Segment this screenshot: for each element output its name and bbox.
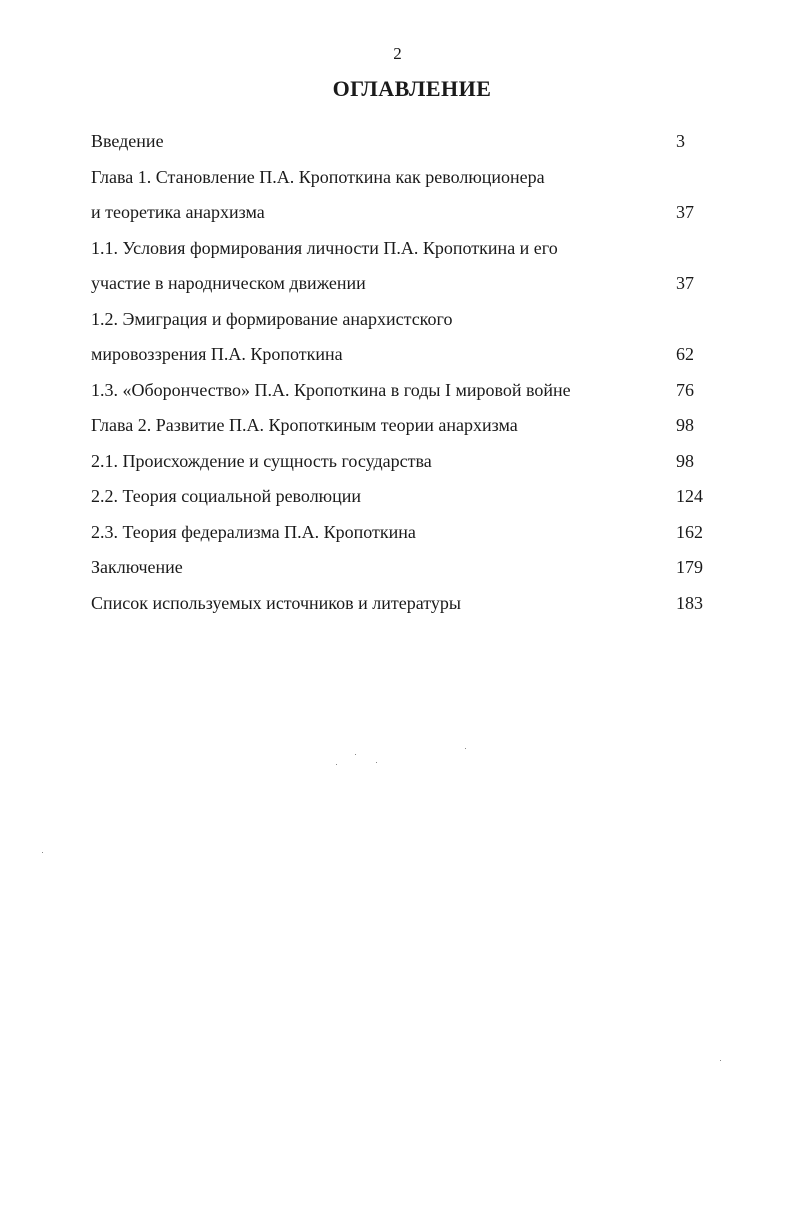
toc-entry-label: Глава 1. Становление П.А. Кропоткина как революционера <box>91 166 545 187</box>
toc-row <box>91 550 731 586</box>
toc-row <box>91 124 731 160</box>
toc-entry-page: 98 <box>676 450 694 471</box>
toc-entry-label: и теоретика анархизма <box>91 202 265 222</box>
toc-entry-label: Глава 2. Развитие П.А. Кропоткиным теории анархизма <box>91 415 518 435</box>
toc-entry-page: 179 <box>676 557 703 577</box>
toc-entry-label: 1.1. Условия формирования личности П.А. Кропоткина и его <box>91 237 558 258</box>
scan-speck <box>465 748 466 749</box>
toc-entry-page: 162 <box>676 521 703 542</box>
toc-entry-label: участие в народническом движении <box>91 273 366 293</box>
scan-speck <box>355 754 356 755</box>
toc-row <box>91 373 731 409</box>
scan-speck <box>376 762 377 763</box>
toc-row <box>91 408 731 444</box>
scan-speck <box>336 764 337 765</box>
toc-row <box>91 160 731 196</box>
toc-title: ОГЛАВЛЕНИЕ <box>332 76 492 101</box>
toc-entry-page: 37 <box>676 273 694 293</box>
toc-entry-label: 2.3. Теория федерализма П.А. Кропоткина <box>91 521 416 542</box>
toc-row <box>91 195 731 231</box>
toc-entry-page: 37 <box>676 202 694 222</box>
toc-entry-page: 183 <box>676 592 703 613</box>
toc-entry-label: 2.2. Теория социальной революции <box>91 486 362 506</box>
toc-entry-label: 1.2. Эмиграция и формирование анархистского <box>91 308 453 329</box>
toc-entry-page: 76 <box>676 379 694 400</box>
toc-row <box>91 586 731 622</box>
toc-entry-label: мировоззрения П.А. Кропоткина <box>91 344 343 364</box>
toc-entry-page: 62 <box>676 344 694 364</box>
toc-entry-page: 98 <box>676 415 694 435</box>
toc-row <box>91 231 731 267</box>
toc-entry-label: 1.3. «Оборончество» П.А. Кропоткина в годы I мировой войне <box>91 379 571 400</box>
page-number: 2 <box>393 44 402 63</box>
toc-row <box>91 302 731 338</box>
toc-entry-page: 3 <box>676 131 685 151</box>
scan-speck <box>720 1060 721 1061</box>
toc-row <box>91 444 731 480</box>
scan-speck <box>42 852 43 853</box>
table-of-contents <box>91 124 731 621</box>
toc-entry-label: Список используемых источников и литературы <box>91 592 461 613</box>
toc-row <box>91 479 731 515</box>
toc-row <box>91 515 731 551</box>
toc-row <box>91 266 731 302</box>
toc-entry-label: 2.1. Происхождение и сущность государства <box>91 450 432 471</box>
toc-row <box>91 337 731 373</box>
toc-entry-page: 124 <box>676 486 703 506</box>
toc-entry-label: Заключение <box>91 557 183 577</box>
toc-entry-label: Введение <box>91 131 164 151</box>
